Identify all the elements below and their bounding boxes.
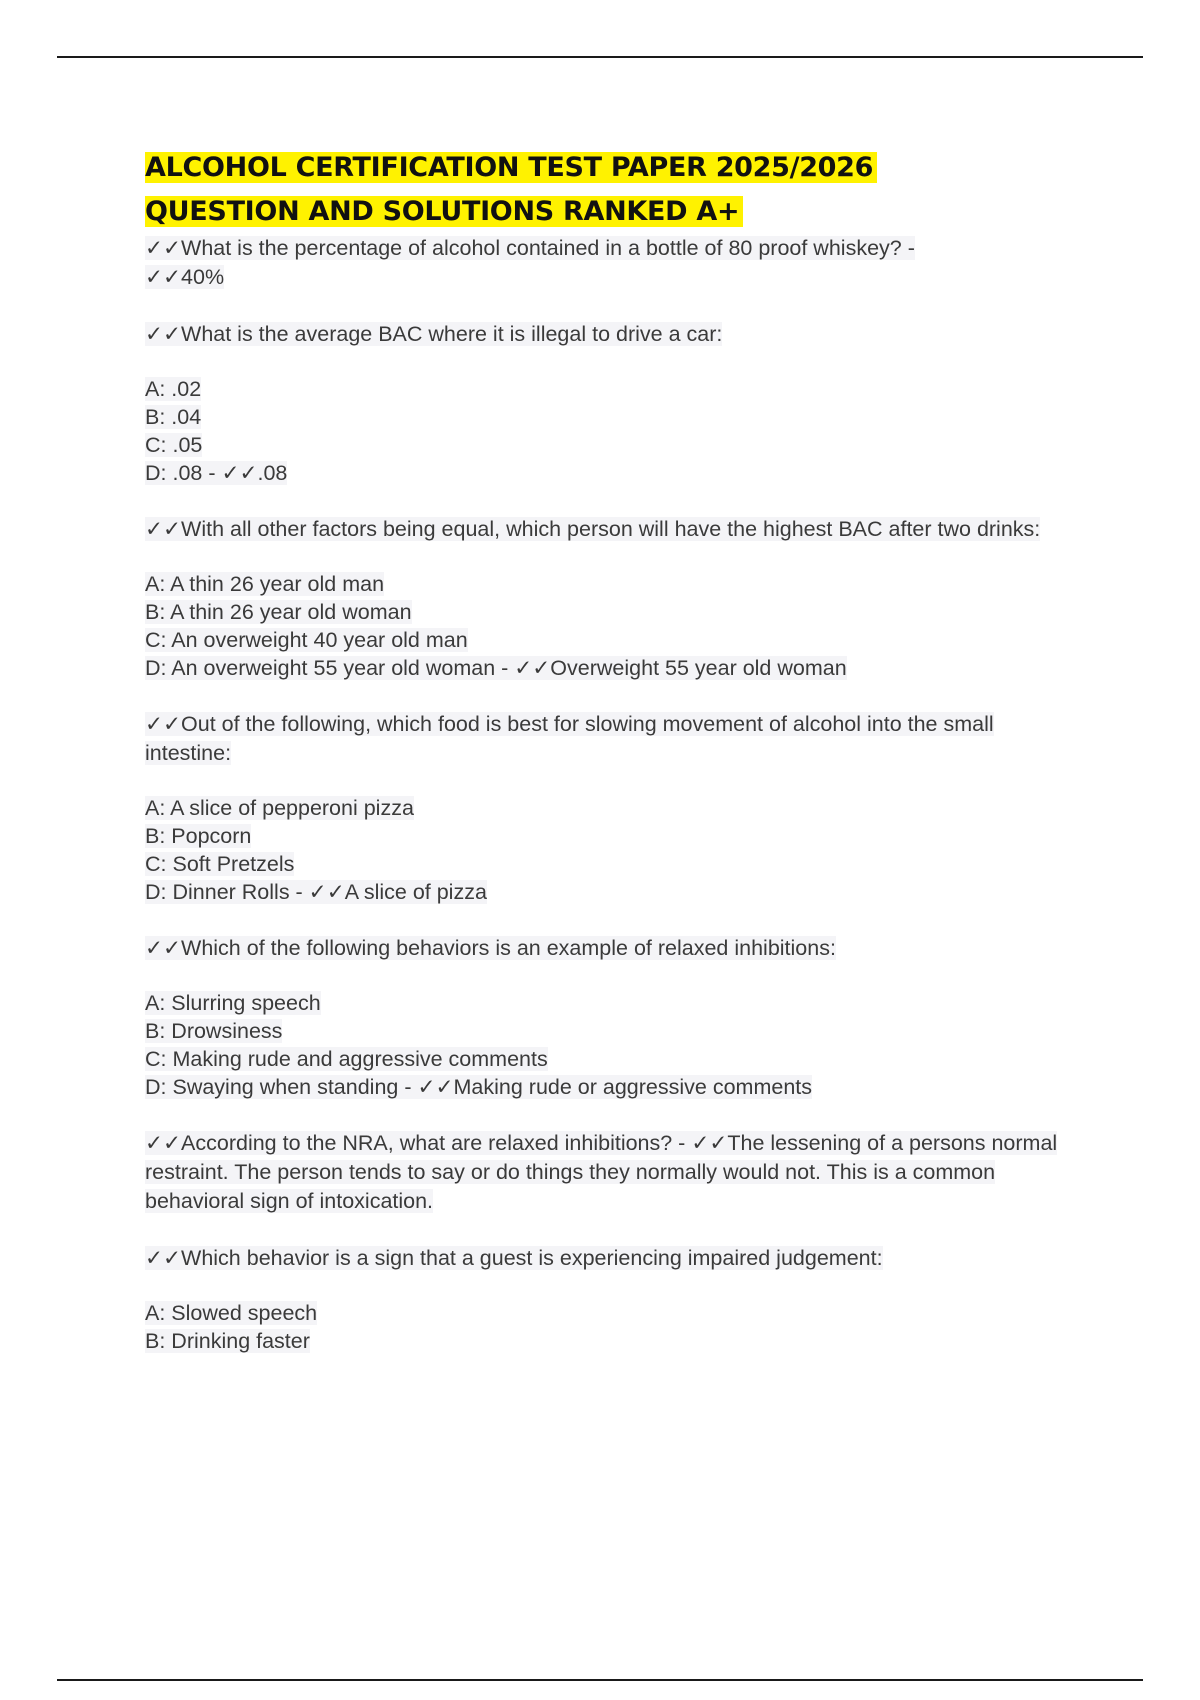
question-text: ✓✓With all other factors being equal, which person will have the highest BAC after two drinks: — [145, 517, 1041, 541]
title-line-2: QUESTION AND SOLUTIONS RANKED A+ — [145, 196, 743, 227]
footer-rule — [57, 1679, 1143, 1681]
option-item: C: .05 — [145, 433, 203, 457]
header-rule — [57, 56, 1143, 58]
option-item: D: Dinner Rolls - ✓✓A slice of pizza — [145, 880, 487, 904]
option-item: A: Slowed speech — [145, 1301, 318, 1325]
option-item: B: A thin 26 year old woman — [145, 600, 412, 624]
options-list — [145, 570, 1085, 682]
option-item: A: .02 — [145, 377, 202, 401]
question-text: ✓✓Out of the following, which food is best for slowing movement of alcohol into the small intestine: — [145, 712, 994, 765]
answer-text: ✓✓40% — [145, 265, 225, 289]
option-item: C: An overweight 40 year old man — [145, 628, 468, 652]
question-text: ✓✓Which behavior is a sign that a guest is experiencing impaired judgement: — [145, 1246, 883, 1270]
options-list — [145, 794, 1085, 906]
option-item: D: .08 - ✓✓.08 — [145, 461, 288, 485]
question-text: ✓✓What is the average BAC where it is illegal to drive a car: — [145, 322, 723, 346]
option-item: D: An overweight 55 year old woman - ✓✓Overweight 55 year old woman — [145, 656, 847, 680]
option-item: B: Drowsiness — [145, 1019, 283, 1043]
question-text: ✓✓What is the percentage of alcohol contained in a bottle of 80 proof whiskey? - ✓✓40% — [145, 236, 915, 289]
question-block-4 — [145, 710, 1085, 906]
question-block-7 — [145, 1244, 1085, 1355]
option-item: C: Making rude and aggressive comments — [145, 1047, 548, 1071]
option-item: C: Soft Pretzels — [145, 852, 295, 876]
options-list — [145, 1299, 1085, 1355]
question-block-5 — [145, 934, 1085, 1101]
page-content — [145, 146, 1085, 1383]
title-line-1: ALCOHOL CERTIFICATION TEST PAPER 2025/2026 — [145, 152, 877, 183]
question-text: ✓✓According to the NRA, what are relaxed inhibitions? - ✓✓The lessening of a persons normal restraint. The person tends to say or do things they normally would not. This is a common behavioral sign of intoxication. — [145, 1131, 1058, 1213]
options-list — [145, 375, 1085, 487]
option-item: B: .04 — [145, 405, 202, 429]
option-item: B: Popcorn — [145, 824, 252, 848]
option-item: B: Drinking faster — [145, 1329, 310, 1353]
question-block-2 — [145, 320, 1085, 487]
option-item: A: Slurring speech — [145, 991, 321, 1015]
question-text: ✓✓Which of the following behaviors is an example of relaxed inhibitions: — [145, 936, 836, 960]
option-item: D: Swaying when standing - ✓✓Making rude or aggressive comments — [145, 1075, 812, 1099]
question-block-1 — [145, 234, 1085, 292]
option-item: A: A thin 26 year old man — [145, 572, 385, 596]
document-title — [145, 146, 1085, 234]
options-list — [145, 989, 1085, 1101]
option-item: A: A slice of pepperoni pizza — [145, 796, 414, 820]
question-block-3 — [145, 515, 1085, 682]
question-block-6 — [145, 1129, 1085, 1216]
